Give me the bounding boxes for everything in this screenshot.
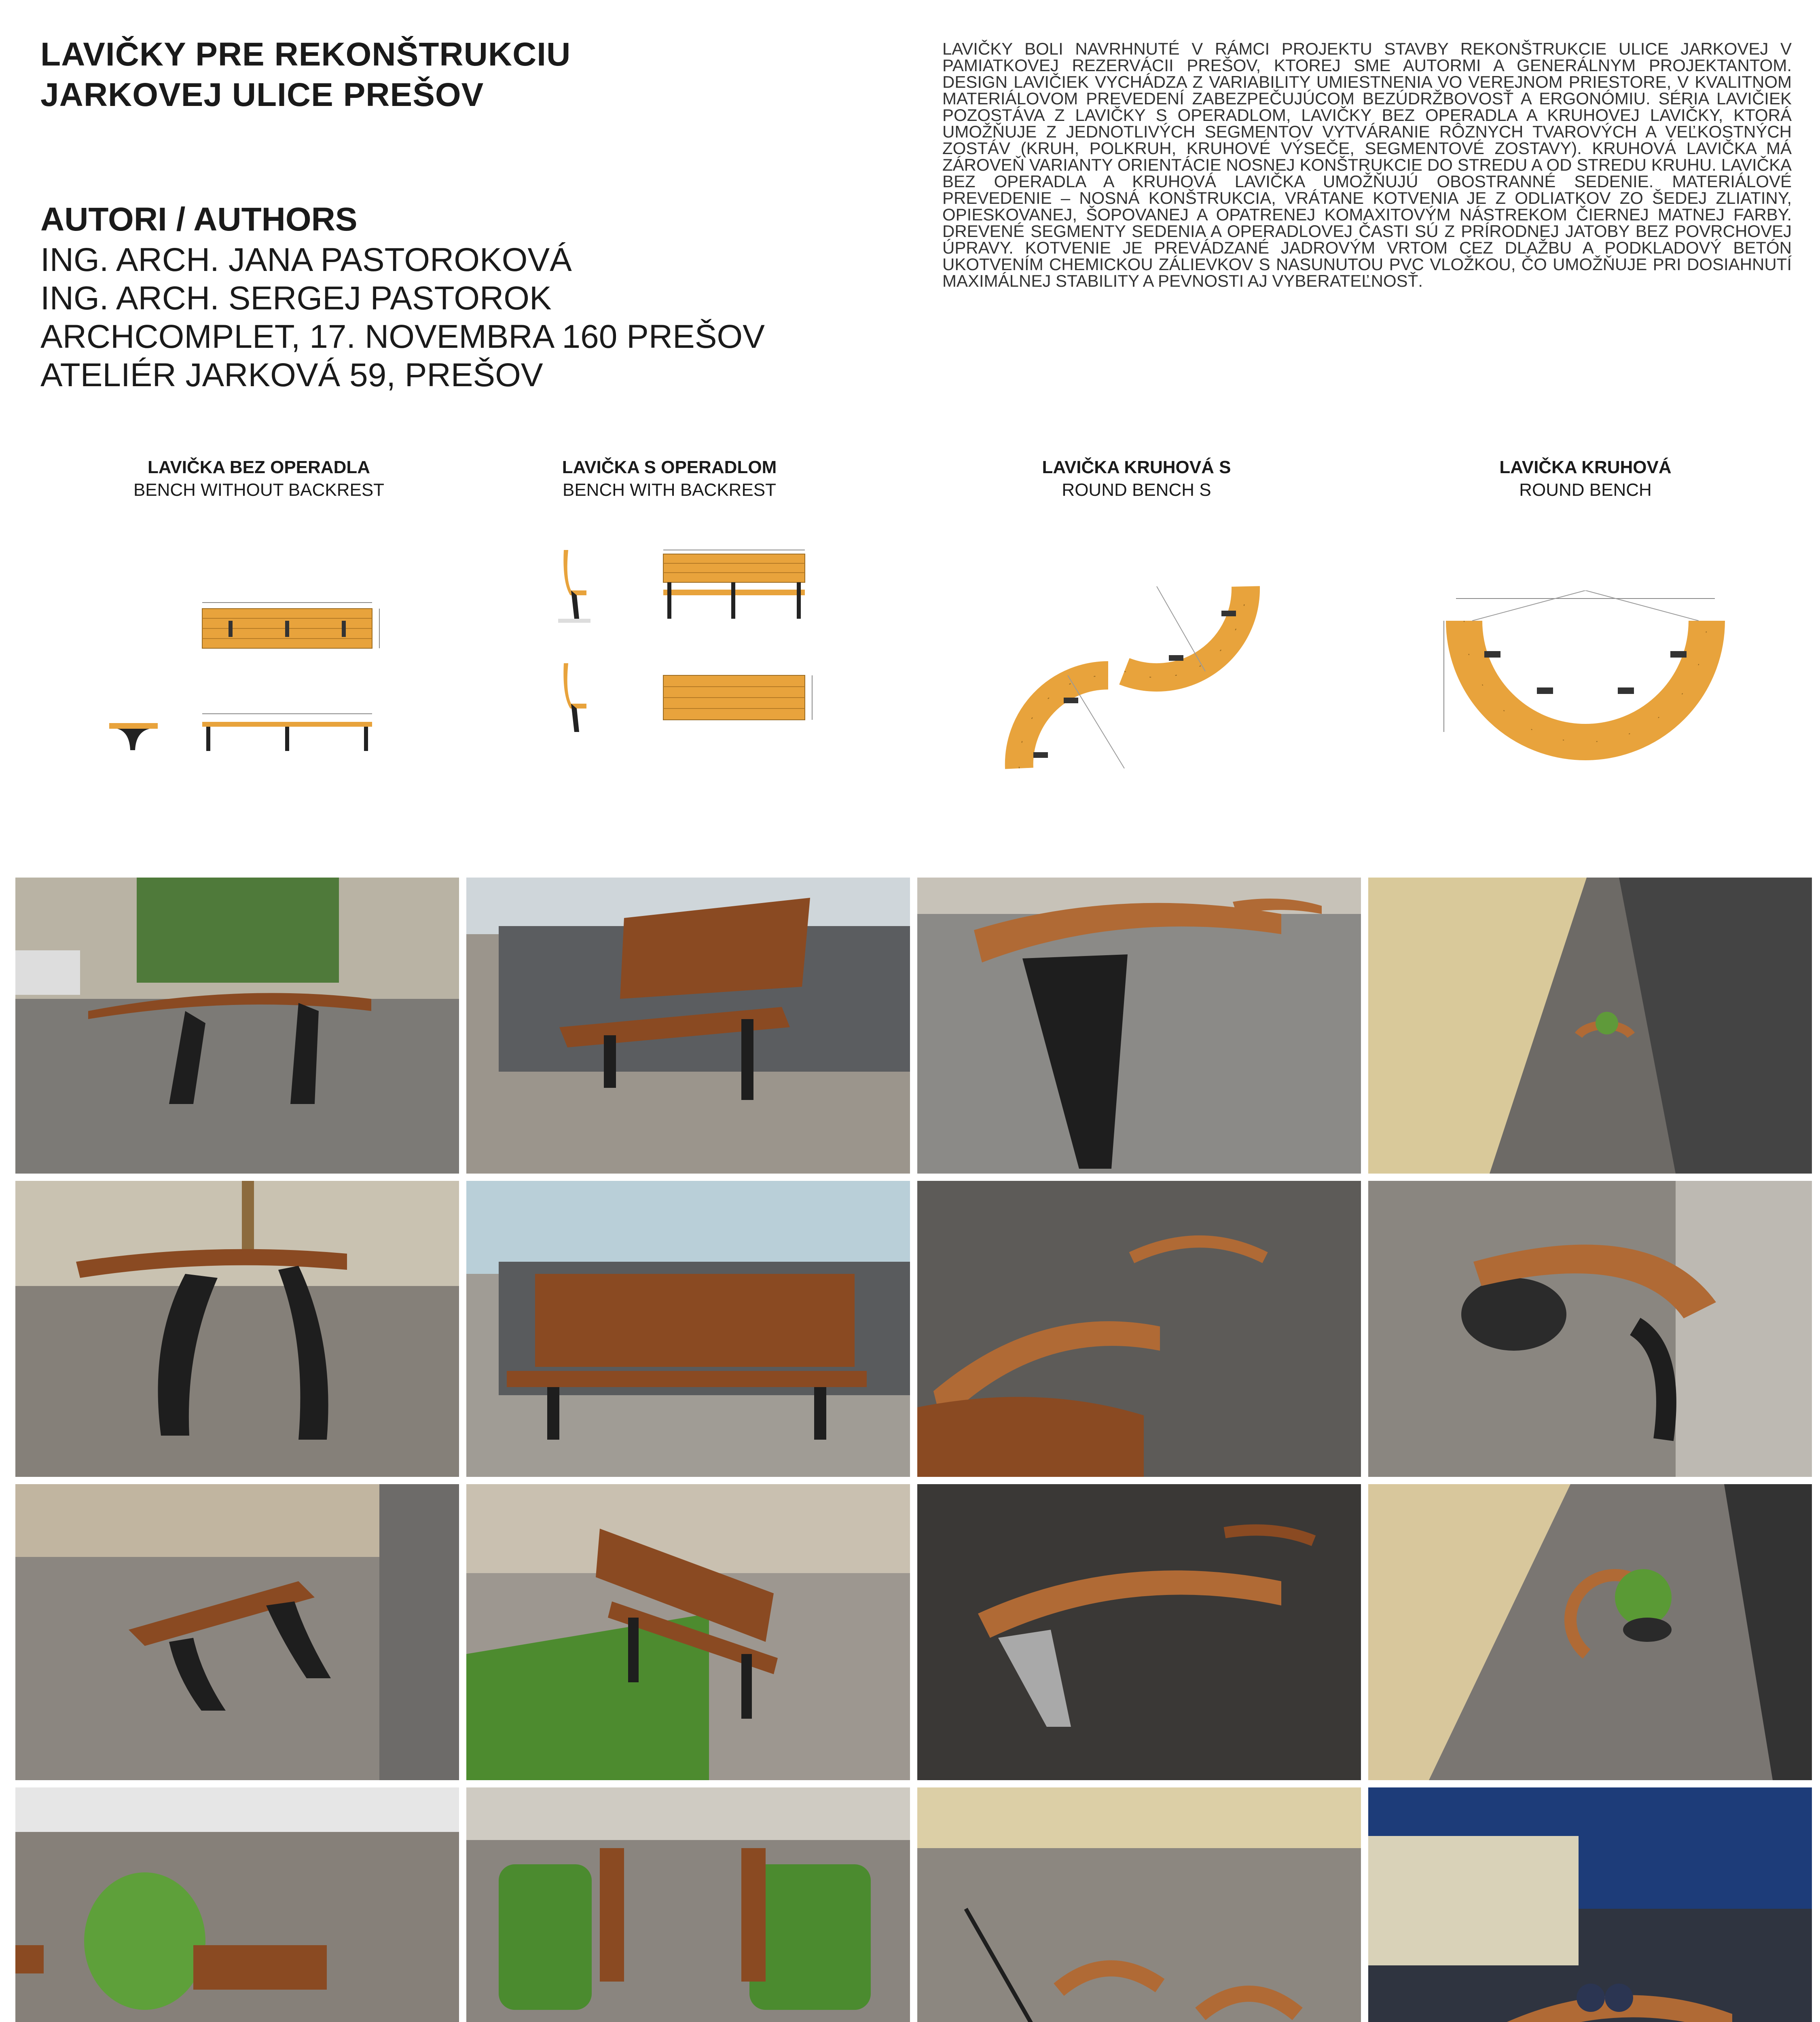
photo-round-bench-night bbox=[917, 1484, 1361, 1780]
title-line-2: JARKOVEJ ULICE PREŠOV bbox=[40, 76, 484, 113]
project-description: LAVIČKY BOLI NAVRHNUTÉ V RÁMCI PROJEKTU STAVBY REKONŠTRUKCIE ULICE JARKOVEJ V PAMIATKOVEJ REZERVÁCII PREŠOV, KTOREJ SME AUTORMI A GENERÁLNYM PROJEKTANTOM. DESIGN LAVIČIEK VYCHÁDZA Z VARIABILITY UMIESTNENIA VO VEREJNOM PRIESTORE, V KVALITNOM MATERIÁLOVOM PREVEDENÍ ZABEZPEČUJÚCOM BEZÚDRŽBOVOSŤ A ERGONÓMIU. SÉRIA LAVIČIEK POZOSTÁVA Z LAVIČKY S OPERADLOM, LAVIČKY BEZ OPERADLA A KRUHOVEJ LAVIČKY, KTORÁ UMOŽŇUJE Z JEDNOTLIVÝCH SEGMENTOV VYTVÁRANIE RÔZNYCH TVAROVÝCH A VEĽKOSTNÝCH ZOSTÁV (KRUH, POLKRUH, KRUHOVÉ VÝSEČE, SEGMENTOVÉ ZOSTAVY). KRUHOVÁ LAVIČKA MÁ ZÁROVEŇ VARIANTY ORIENTÁCIE NOSNEJ KONŠTRUKCIE DO STREDU A OD STREDU KRUHU. LAVIČKA BEZ OPERADLA A KRUHOVÁ LAVIČKA UMOŽŇUJÚ OBOSTRANNÉ SEDENIE. MATERIÁLOVÉ PREVEDENIE – NOSNÁ KONŠTRUKCIA, VRÁTANE KOTVENIA JE Z ODLIATKOV ZO ŠEDEJ ZLIATINY, OPIESKOVANEJ, ŠOPOVANEJ A OPATRENEJ KOMAXITOVÝM NÁSTREKOM ČIERNEJ MATNEJ FARBY. DREVENÉ SEGMENTY SEDENIA A OPERADLOVEJ ČASTI SÚ Z PRÍRODNEJ JATOBY BEZ POVRCHOVEJ ÚPRAVY. KOTVENIE JE PREVÁDZANÉ JADROVÝM VRTOM CEZ DLAŽBU A PODKLADOVÝ BETÓN UKOTVENÍM CHEMICKOU ZÁLIEVKOV S NASUNUTOU PVC VLOŽKOU, ČO UMOŽŇUJE PRI DOSIAHNUTÍ MAXIMÁLNEJ STABILITY A PEVNOSTI AJ VYBERATEĽNOSŤ. bbox=[942, 39, 1792, 290]
photo-bench-without-backrest-street bbox=[15, 878, 459, 1174]
photo-round-bench-segments-aerial bbox=[917, 1787, 1361, 2022]
bench-label-with-backrest bbox=[487, 456, 851, 501]
photo-bench-with-backrest-front bbox=[466, 1181, 910, 1477]
bench-name-sk: LAVIČKA S OPERADLOM bbox=[562, 457, 777, 477]
authors-heading: AUTORI / AUTHORS bbox=[40, 201, 358, 238]
bench-name-sk: LAVIČKA KRUHOVÁ S bbox=[1042, 457, 1231, 477]
photo-street-aerial-1 bbox=[1368, 878, 1812, 1174]
bench-name-en: ROUND BENCH bbox=[1519, 480, 1652, 500]
title-line-1: LAVIČKY PRE REKONŠTRUKCIU bbox=[40, 36, 571, 73]
drawing-bench-with-backrest bbox=[546, 542, 821, 776]
bench-front-view bbox=[202, 714, 372, 751]
drawing-round-bench-s bbox=[1003, 574, 1286, 793]
author-line: ING. ARCH. JANA PASTOROKOVÁ bbox=[40, 241, 572, 278]
bench-name-sk: LAVIČKA BEZ OPERADLA bbox=[148, 457, 370, 477]
bench-top-view bbox=[202, 609, 372, 648]
photo-bench-with-backrest-grass bbox=[466, 1484, 910, 1780]
side-view-1 bbox=[558, 550, 590, 623]
side-view-2 bbox=[563, 663, 586, 732]
authors-list bbox=[40, 241, 765, 394]
bench-label-round bbox=[1403, 456, 1767, 501]
bench-label-round-s bbox=[954, 456, 1318, 501]
author-line: ING. ARCH. SERGEJ PASTOROK bbox=[40, 280, 552, 317]
photo-street-aerial-2 bbox=[1368, 1484, 1812, 1780]
author-line: ATELIÉR JARKOVÁ 59, PREŠOV bbox=[40, 357, 543, 393]
photo-bench-with-tree-planter bbox=[15, 1787, 459, 2022]
photo-round-benches-shadow bbox=[917, 1181, 1361, 1477]
front-view-1 bbox=[663, 550, 805, 619]
photo-bench-without-backrest-tree bbox=[15, 1181, 459, 1477]
drawing-round-bench bbox=[1432, 590, 1739, 760]
page-title bbox=[40, 34, 571, 115]
photo-round-bench-tree-grate bbox=[1368, 1181, 1812, 1477]
bench-name-en: BENCH WITHOUT BACKREST bbox=[133, 480, 385, 500]
bench-label-without-backrest bbox=[77, 456, 441, 501]
photo-benches-green-strips bbox=[466, 1787, 910, 2022]
photo-round-bench-evening bbox=[1368, 1787, 1812, 2022]
bench-name-en: ROUND BENCH S bbox=[1062, 480, 1211, 500]
drawing-bench-without-backrest bbox=[101, 590, 392, 776]
bench-name-en: BENCH WITH BACKREST bbox=[562, 480, 777, 500]
author-line: ARCHCOMPLET, 17. NOVEMBRA 160 PREŠOV bbox=[40, 318, 765, 355]
photo-bench-without-backrest-sidewalk bbox=[15, 1484, 459, 1780]
photo-round-bench-leg-detail bbox=[917, 878, 1361, 1174]
photo-bench-with-backrest-wall bbox=[466, 878, 910, 1174]
bench-name-sk: LAVIČKA KRUHOVÁ bbox=[1499, 457, 1672, 477]
bench-side-view bbox=[109, 723, 158, 750]
top-view-2 bbox=[663, 675, 812, 720]
